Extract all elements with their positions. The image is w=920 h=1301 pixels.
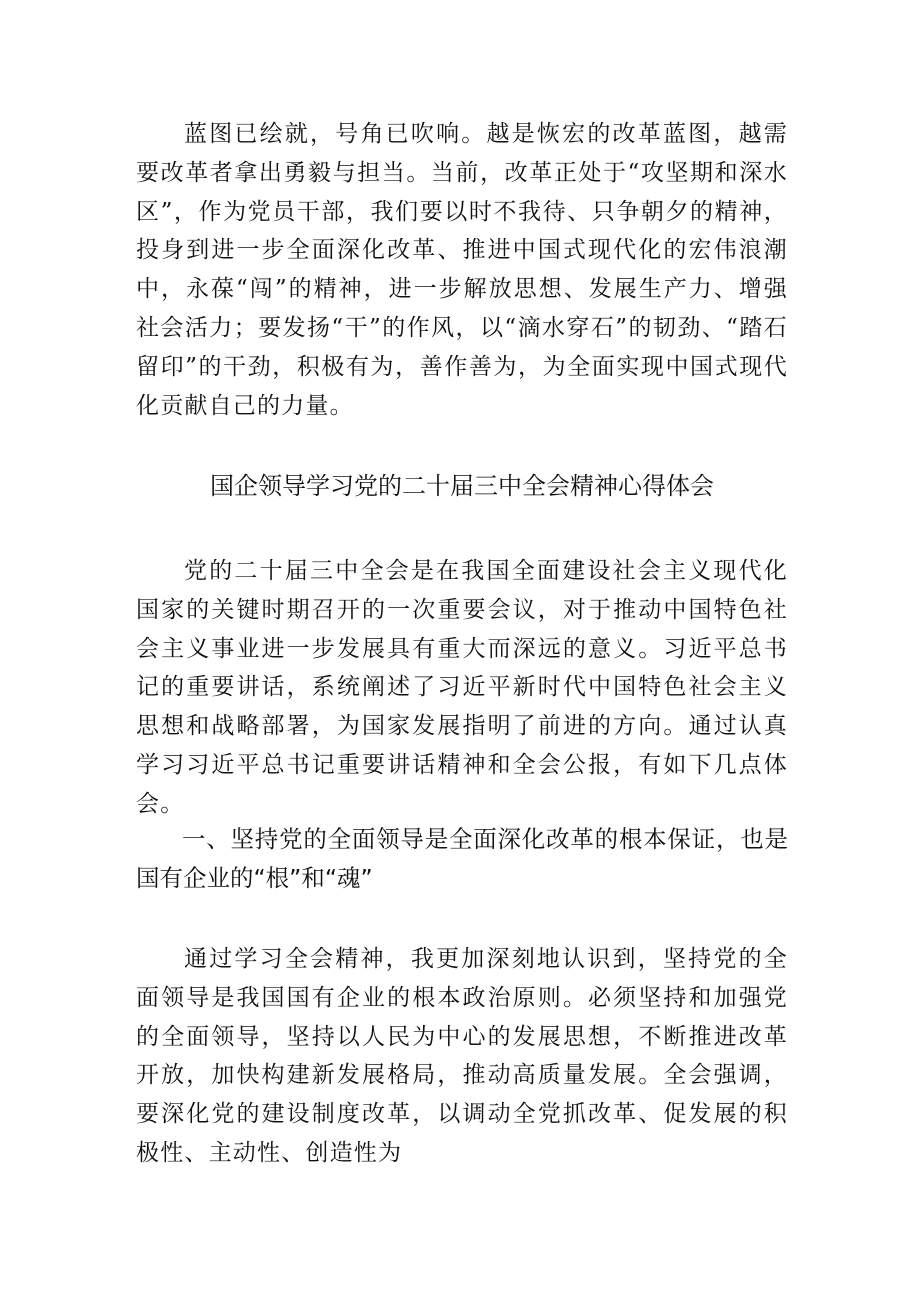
- section-heading: 一、坚持党的全面领导是全面深化改革的根本保证，也是国有企业的“根”和“魂”: [136, 825, 788, 892]
- article-title: 国企领导学习党的二十届三中全会精神心得体会: [210, 472, 714, 500]
- section-paragraph: 通过学习全会精神，我更加深刻地认识到，坚持党的全面领导是我国国有企业的根本政治原则。必须坚持和加强党的全面领导，坚持以人民为中心的发展思想，不断推进改革开放，加快构建新发展格局，推动高质量发展。全会强调，要深化党的建设制度改革，以调动全党抓改革、促发展的积极性、主动性、创造性为: [136, 946, 788, 1166]
- opening-paragraph: 党的二十届三中全会是在我国全面建设社会主义现代化国家的关键时期召开的一次重要会议，对于推动中国特色社会主义事业进一步发展具有重大而深远的意义。习近平总书记的重要讲话，系统阐述了习近平新时代中国特色社会主义思想和战略部署，为国家发展指明了前进的方向。通过认真学习习近平总书记重要讲话精神和全会公报，有如下几点体会。: [136, 558, 788, 817]
- intro-paragraph: 蓝图已绘就，号角已吹响。越是恢宏的改革蓝图，越需要改革者拿出勇毅与担当。当前，改革正处于“攻坚期和深水区”，作为党员干部，我们要以时不我待、只争朝夕的精神，投身到进一步全面深化改革、推进中国式现代化的宏伟浪潮中，永葆“闯”的精神，进一步解放思想、发展生产力、增强社会活力；要发扬“干”的作风，以“滴水穿石”的韧劲、“踏石留印”的干劲，积极有为，善作善为，为全面实现中国式现代化贡献自己的力量。: [136, 121, 788, 419]
